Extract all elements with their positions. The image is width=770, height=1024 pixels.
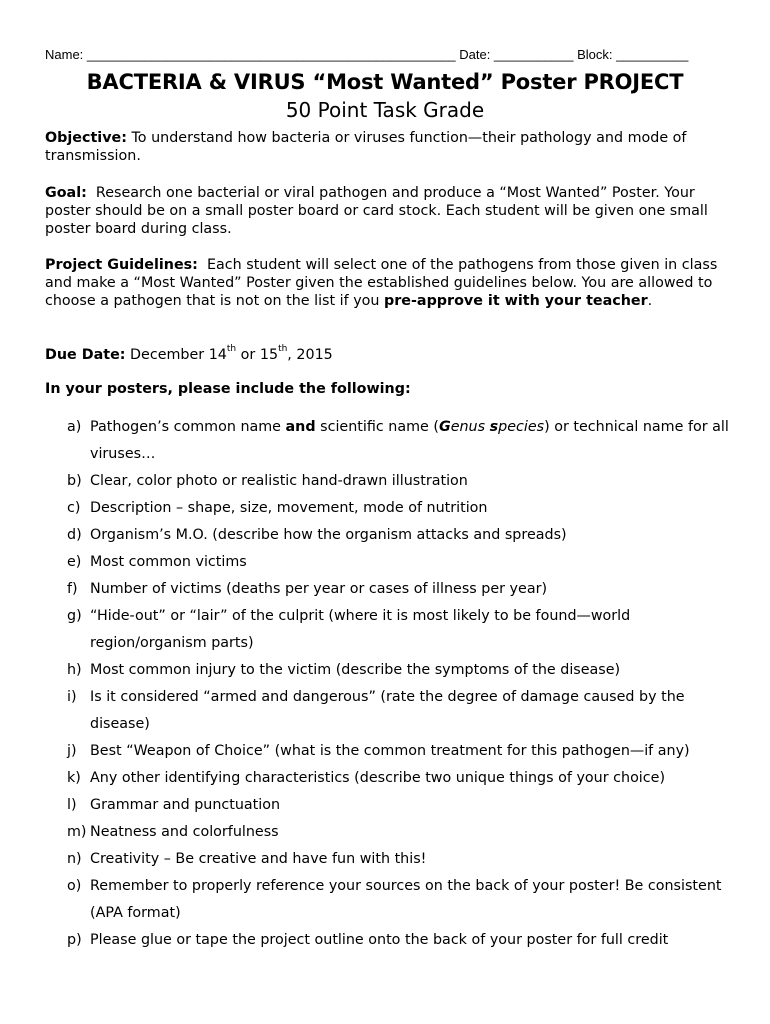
list-item bbox=[0, 792, 770, 819]
guidelines-label: Project Guidelines: bbox=[45, 257, 198, 273]
list-marker: b) bbox=[67, 473, 82, 489]
list-item bbox=[0, 738, 770, 765]
list-item-text: Most common victims bbox=[90, 554, 247, 570]
goal-label: Goal: bbox=[45, 185, 87, 201]
list-item bbox=[0, 549, 770, 576]
due-date-sup2: th bbox=[278, 344, 288, 355]
list-item-text: Clear, color photo or realistic hand-drawn illustration bbox=[90, 473, 468, 489]
list-item bbox=[0, 819, 770, 846]
item-a-genus-rest: enus bbox=[450, 419, 490, 435]
list-item bbox=[0, 684, 770, 738]
list-item bbox=[0, 765, 770, 792]
list-item-text: Description – shape, size, movement, mode of nutrition bbox=[90, 500, 488, 516]
guidelines-text: Each student will select one of the pathogens from those given in class and make a “Most Wanted” Poster given the established guidelines below. You are allowed to choose a pathogen that is not on the list if you bbox=[45, 257, 722, 310]
list-item-text: Creativity – Be creative and have fun with this! bbox=[90, 851, 427, 867]
list-marker: g) bbox=[67, 608, 82, 624]
guidelines-bold-text: pre-approve it with your teacher bbox=[384, 293, 648, 310]
requirements-list bbox=[0, 414, 770, 954]
item-a-species-rest: pecies bbox=[498, 419, 545, 435]
goal-text: Research one bacterial or viral pathogen and produce a “Most Wanted” Poster. Your poster should be on a small poster board or card stock. Each student will be given one small poster board during class. bbox=[45, 185, 713, 238]
list-marker: l) bbox=[67, 797, 77, 813]
list-item bbox=[0, 468, 770, 495]
item-a-genus-initial: G bbox=[438, 419, 451, 435]
list-item bbox=[0, 927, 770, 954]
list-item bbox=[0, 522, 770, 549]
list-marker: o) bbox=[67, 878, 82, 894]
due-date-part2: or 15 bbox=[236, 347, 279, 363]
list-item-text: Number of victims (deaths per year or cases of illness per year) bbox=[90, 581, 548, 597]
item-a-text-1: Pathogen’s common name bbox=[90, 419, 286, 435]
item-a-species-initial: s bbox=[489, 419, 499, 435]
item-a-text-2: scientific name ( bbox=[315, 419, 439, 435]
list-item bbox=[0, 603, 770, 657]
list-item bbox=[0, 576, 770, 603]
list-marker: p) bbox=[67, 932, 82, 948]
list-marker: j) bbox=[67, 743, 77, 759]
document-title: BACTERIA & VIRUS “Most Wanted” Poster PROJECT bbox=[86, 70, 684, 94]
due-date-part3: , 2015 bbox=[287, 347, 333, 363]
list-item-text: Please glue or tape the project outline onto the back of your poster for full credit bbox=[90, 932, 669, 948]
list-marker: m) bbox=[67, 824, 87, 840]
objective-label: Objective: bbox=[45, 130, 127, 146]
document-subtitle: 50 Point Task Grade bbox=[285, 98, 485, 122]
list-item-text: Most common injury to the victim (describe the symptoms of the disease) bbox=[90, 662, 621, 678]
goal-paragraph bbox=[45, 184, 735, 239]
list-item-text: Best “Weapon of Choice” (what is the common treatment for this pathogen—if any) bbox=[90, 743, 690, 759]
list-marker: h) bbox=[67, 662, 82, 678]
due-date-label: Due Date: bbox=[45, 347, 126, 363]
item-a-text-3: ) or technical name for all viruses… bbox=[90, 419, 729, 462]
list-item bbox=[0, 495, 770, 522]
list-item-text: Organism’s M.O. (describe how the organism attacks and spreads) bbox=[90, 527, 567, 543]
objective-paragraph bbox=[45, 129, 735, 165]
list-item-text: Remember to properly reference your sources on the back of your poster! Be consistent (APA format) bbox=[90, 878, 722, 921]
list-marker: e) bbox=[67, 554, 82, 570]
due-date-line bbox=[45, 346, 735, 364]
list-item bbox=[0, 873, 770, 927]
item-a-bold-and: and bbox=[285, 419, 316, 435]
list-marker: a) bbox=[67, 419, 82, 435]
list-item-text: “Hide-out” or “lair” of the culprit (where it is most likely to be found—world region/organism parts) bbox=[90, 608, 631, 651]
include-heading: In your posters, please include the following: bbox=[45, 381, 411, 397]
guidelines-end: . bbox=[647, 293, 653, 310]
list-marker: c) bbox=[67, 500, 81, 516]
list-marker: n) bbox=[67, 851, 82, 867]
list-marker: i) bbox=[67, 689, 77, 705]
list-item-text: Any other identifying characteristics (describe two unique things of your choice) bbox=[90, 770, 666, 786]
list-marker: d) bbox=[67, 527, 82, 543]
list-item-text: Is it considered “armed and dangerous” (rate the degree of damage caused by the disease) bbox=[90, 689, 685, 732]
due-date-part1: December 14 bbox=[125, 347, 227, 363]
due-date-sup1: th bbox=[226, 344, 237, 355]
list-item-text: Neatness and colorfulness bbox=[90, 824, 279, 840]
list-item bbox=[0, 414, 770, 468]
list-item bbox=[0, 846, 770, 873]
list-item-text: Grammar and punctuation bbox=[90, 797, 281, 813]
list-marker: f) bbox=[67, 581, 78, 597]
objective-text: To understand how bacteria or viruses function—their pathology and mode of transmission. bbox=[45, 130, 687, 165]
list-marker: k) bbox=[67, 770, 81, 786]
list-item bbox=[0, 657, 770, 684]
guidelines-paragraph bbox=[45, 256, 735, 311]
name-date-block-line: Name: ___________________________________________________ Date: ___________ Block: __________ bbox=[45, 47, 689, 62]
